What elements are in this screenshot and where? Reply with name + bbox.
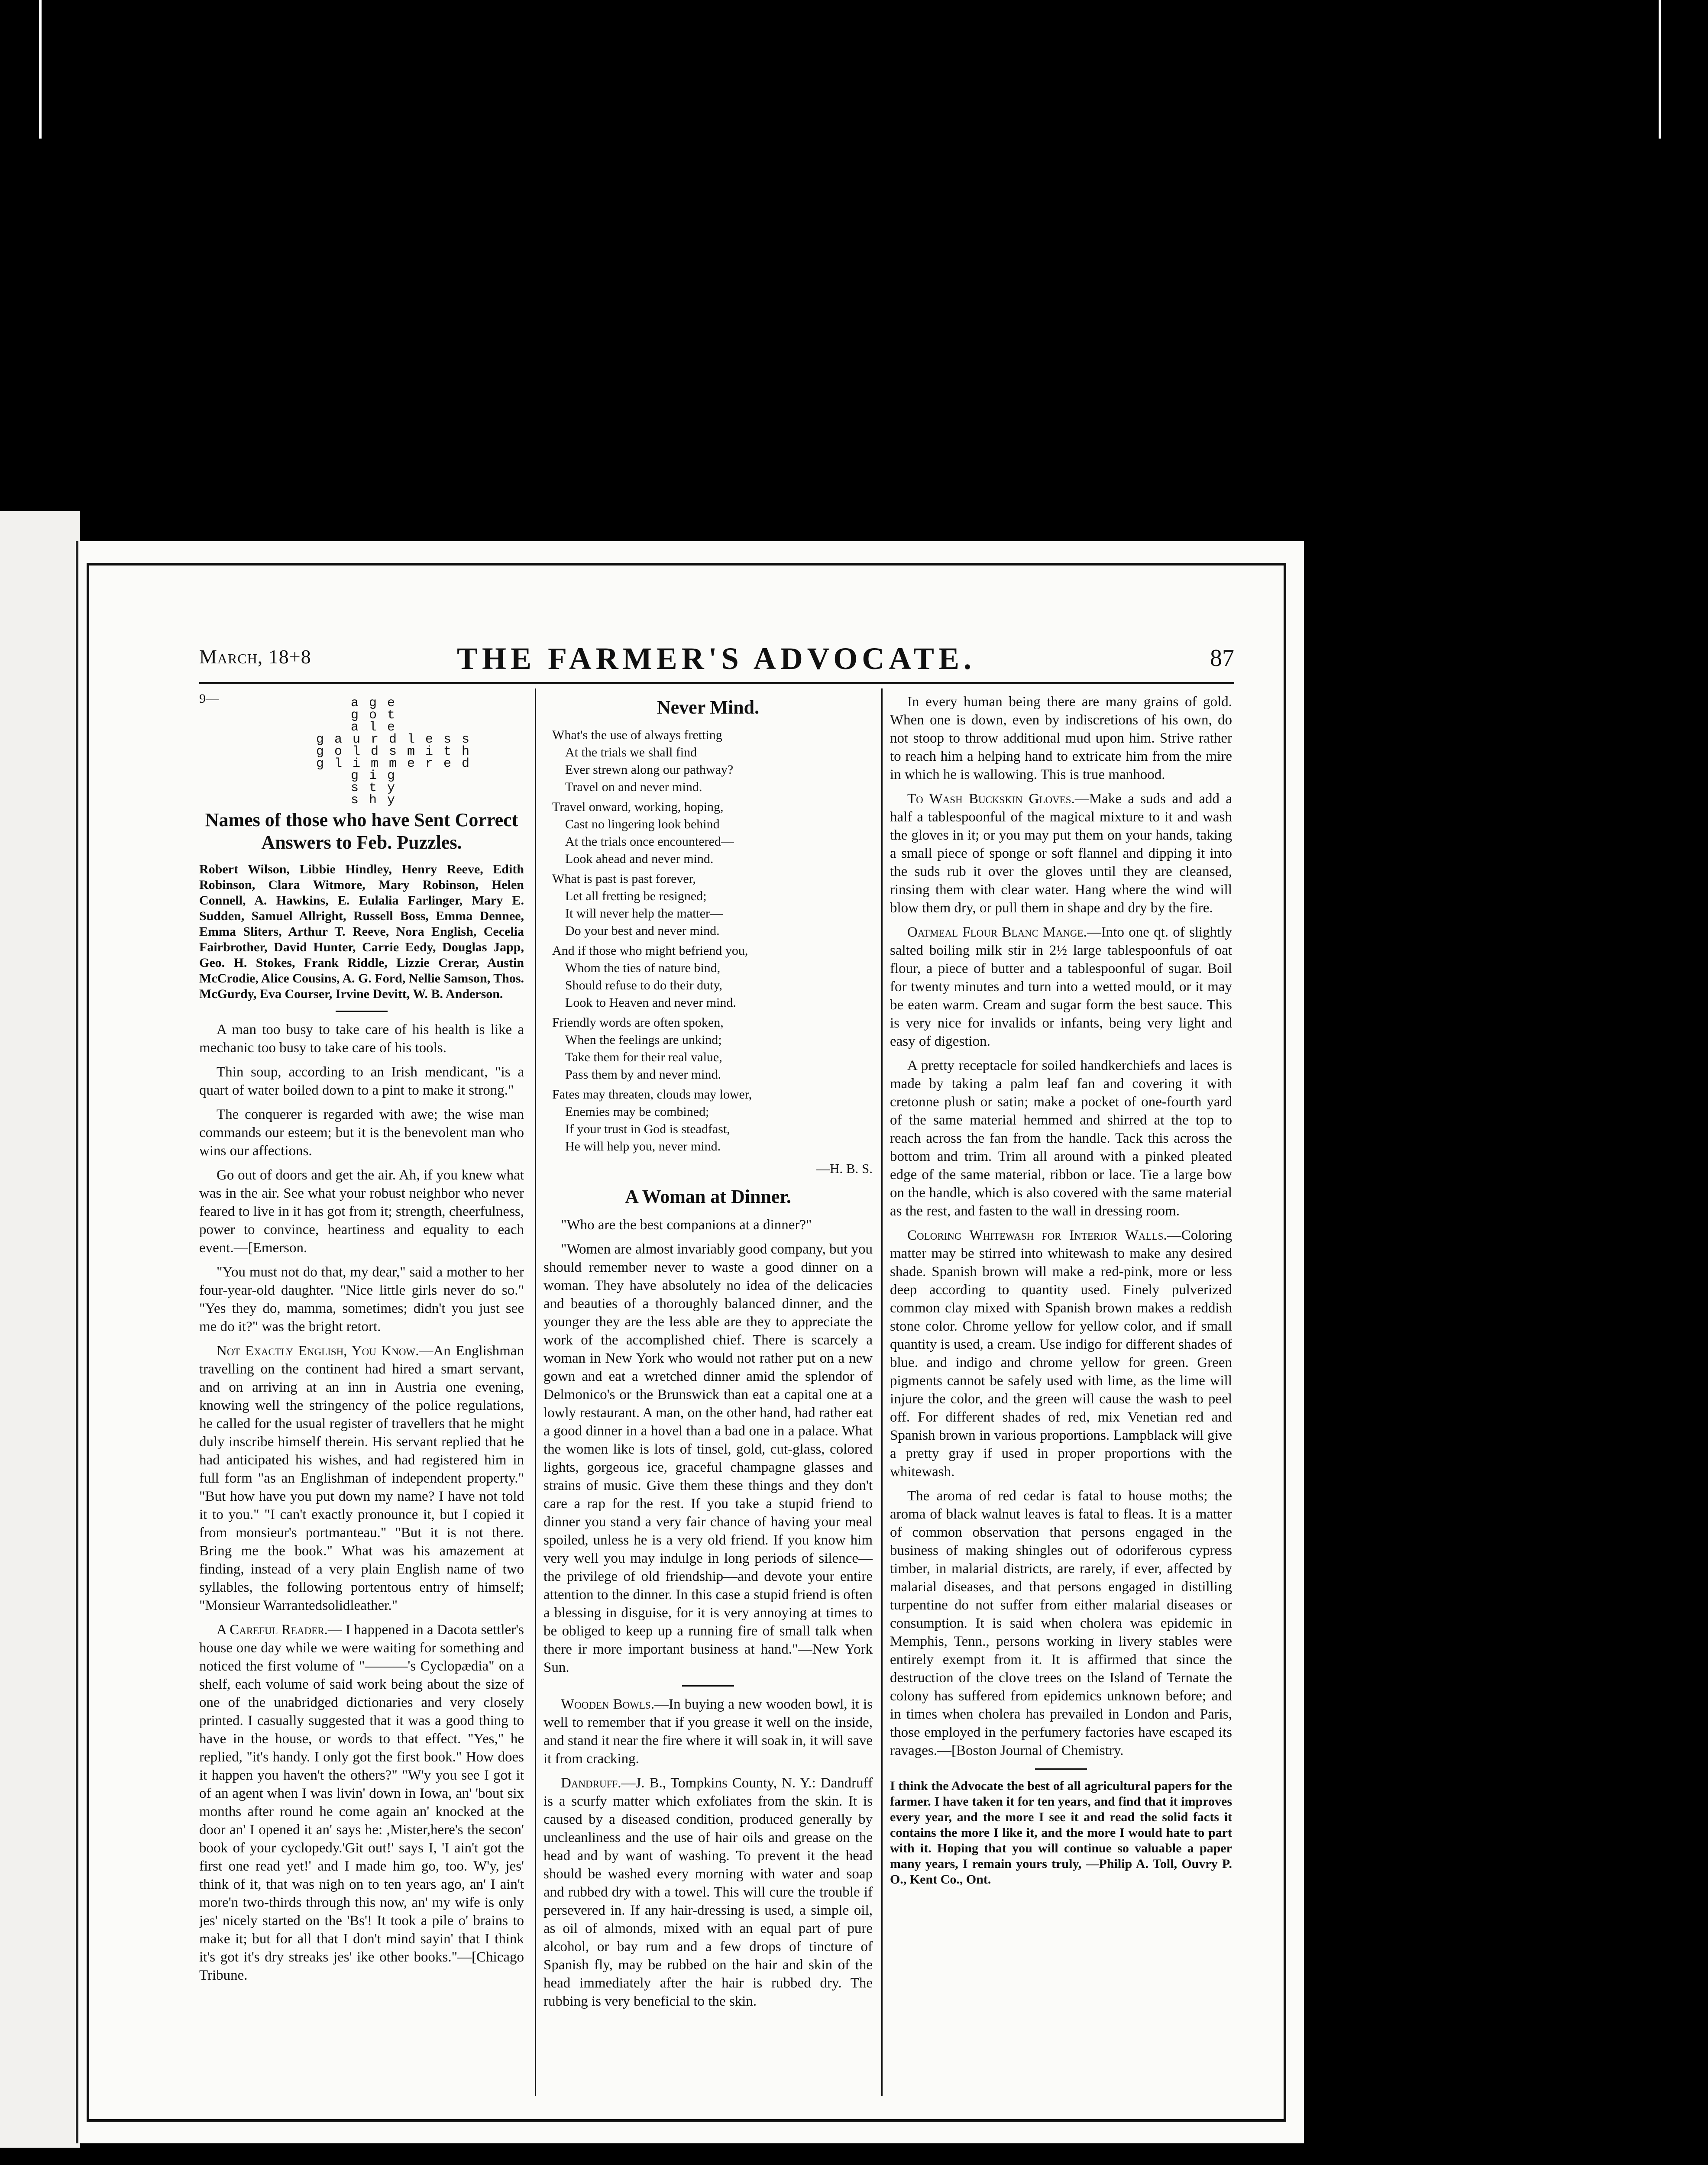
puzzle-row: g i g — [351, 769, 397, 783]
poem-line: Fates may threaten, clouds may lower, — [552, 1087, 752, 1102]
poem-line: Look ahead and never mind. — [565, 852, 714, 866]
article-body: —An Englishman travelling on the continent had hired a smart servant, and on arriving at an inn in Austria one evening, knowing well the stringency of the police regulations, he called for the usual register of travellers that he might duly inscribe himself therein. His servant replied that he had anticipated his wishes, and had registered him in full form "as an Englishman of independent property." "But how have you put down my name? I have not told it to you." "I can't exactly pronounce it, but I copied it from monsieur's portmanteau." "But it is not there. Bring me the book." What was his amazement at finding, instead of a very plain English name of two syllables, the following portentous entry of himself; "Monsieur Warrantedsolidleather." — [199, 1343, 524, 1613]
poem-line: Pass them by and never mind. — [565, 1067, 721, 1082]
article-title: A Careful Reader. — [217, 1622, 328, 1638]
poem-line: When the feelings are unkind; — [565, 1033, 722, 1047]
poem-line: What is past is past forever, — [552, 872, 696, 886]
poem-line: Cast no lingering look behind — [565, 817, 720, 831]
poem-line: Enemies may be combined; — [565, 1105, 709, 1119]
paragraph-not-exactly-english — [199, 1342, 524, 1615]
dinner-paragraph: "Who are the best companions at a dinner?" — [561, 1217, 812, 1233]
poem-line: Do your best and never mind. — [565, 924, 720, 938]
paragraph-blanc-mange — [890, 923, 1232, 1050]
poem-stanza — [543, 727, 873, 796]
dinner-paragraph: "Women are almost invariably good company, but you should remember never to waste a good dinner on a woman. They have absolutely no idea of the delicacies and beauties of a thoroughly balanced dinner, and the younger they are the less able are they to appreciate the work of the accomplished chief. There is scarcely a woman in New York who would not rather put on a new gown and eat a wretched dinner amid the splendor of Delmonico's or the Brunswick than eat a capital one at a lowly restaurant. A man, on the other hand, had rather eat a good dinner in a hovel than a bad one in a palace. What the women like is lots of tinsel, gold, cut-glass, colored lights, gorgeous ice, graceful champagne glasses and strains of music. Give them these things and they don't care a rap for the rest. If you take a stupid friend to dinner you stand a very fair chance of having your meal spoiled, unless he is a very old friend. If you know him very well you may indulge in long periods of silence—the privilege of old friendship—and devote your entire attention to the dinner. In this case a stupid friend is often a blessing in disguise, for it is very annoying at times to be obliged to keep up a running fire of small talk when there ir more important business at hand."—New York Sun. — [543, 1241, 873, 1675]
film-edge-mark — [39, 0, 42, 139]
section-divider — [336, 1011, 388, 1012]
section-divider — [682, 1685, 734, 1687]
section-divider — [1035, 1768, 1087, 1770]
puzzle-number: 9— — [199, 692, 219, 706]
article-title: Not Exactly English, You Know. — [217, 1343, 419, 1359]
poem-stanza — [543, 942, 873, 1011]
word-puzzle-answer — [199, 692, 524, 808]
paragraph-dandruff — [543, 1774, 873, 2010]
article-body: —Into one qt. of slightly salted boiling milk stir in 2½ large tablespoonfuls of oat flour, a piece of butter and a tablespoonful of sugar. Boil for twenty minutes and turn into a wetted mould, or it may be eaten warm. Cream and sugar form the best sauce. This is very nice for invalids or infants, being very light and easy of digestion. — [890, 924, 1232, 1049]
puzzle-row: g a u r d l e s s — [316, 732, 471, 747]
poem-line: Travel onward, working, hoping, — [552, 800, 724, 814]
poem-line: Take them for their real value, — [565, 1050, 722, 1064]
poem-stanza — [543, 870, 873, 940]
paragraph-conquerer: The conquerer is regarded with awe; the wise man commands our esteem; but it is the benevolent man who wins our affections. — [199, 1107, 524, 1159]
film-edge-mark — [1659, 0, 1661, 139]
poem-line: He will help you, never mind. — [565, 1139, 721, 1154]
column-divider — [881, 688, 883, 2096]
puzzle-row: s t y — [351, 781, 397, 795]
puzzle-row: s h y — [351, 793, 397, 808]
page-header — [199, 641, 1234, 680]
column-divider — [535, 688, 536, 2096]
paragraph-thin-soup: Thin soup, according to an Irish mendicant, "is a quart of water boiled down to a pint to make it strong." — [199, 1064, 524, 1098]
poem-title: Never Mind. — [657, 697, 760, 718]
puzzle-row: g l i m m e r e d — [316, 756, 471, 771]
facing-page-edge — [0, 511, 80, 2148]
article-title: Coloring Whitewash for Interior Walls. — [907, 1228, 1167, 1243]
paragraph-red-cedar: The aroma of red cedar is fatal to house moths; the aroma of black walnut leaves is fatal to fleas. It is a matter of common observation that persons engaged in the business of making shingles out of odoriferous cypress timber, in malarial districts, are rarely, if ever, affected by malarial diseases, and that persons engaged in distilling turpentine do not suffer from either malarial diseases or consumption. It is said when cholera was epidemic in Memphis, Tenn., persons working in livery stables were entirely exempt from it. It is affirmed that since the destruction of the clove trees on the Island of Ternate the colony has suffered from epidemics unknown before; and in times when cholera has prevailed in London and Paris, those employed in the perfumery factories have escaped its ravages.—[Boston Journal of Chemistry. — [890, 1488, 1232, 1758]
poem-stanza — [543, 1086, 873, 1155]
header-rule — [199, 682, 1234, 684]
puzzle-row: a l e — [351, 720, 397, 735]
puzzle-row: g o t — [351, 708, 397, 723]
poem-line: What's the use of always fretting — [552, 728, 722, 742]
reader-testimonial: I think the Advocate the best of all agricultural papers for the farmer. I have taken it for ten years, and find that it improves every year, and the more I see it and read the solid facts it contains the more I like it, and the more I would hate to part with it. Hoping that you will continue so valuable a paper many years, I remain yours truly, —Philip A. Toll, Ouvry P. O., Kent Co., Ont. — [890, 1779, 1232, 1887]
poem-stanza — [543, 1014, 873, 1083]
paragraph-whitewash — [890, 1226, 1232, 1481]
poem-line: Friendly words are often spoken, — [552, 1015, 724, 1030]
paragraph-emerson: Go out of doors and get the air. Ah, if you knew what was in the air. See what your robust neighbor who never feared to live in it has got from it; strength, cheerfulness, power to convince, heartiness and equality to each event.—[Emerson. — [199, 1167, 524, 1256]
column-1 — [199, 693, 524, 1991]
poem-line: At the trials we shall find — [565, 745, 697, 759]
paragraph-receptacle: A pretty receptacle for soiled handkerchiefs and laces is made by taking a palm leaf fan and covering it with cretonne plush or satin; make a pocket of one-fourth yard of the same material hemmed and shirred at the top to reach across the fan from the handle. Tack this across the bottom and trim. Trim all around with a pinked pleated edge of the same material, ribbon or lace. Tie a large bow on the handle, which is also covered with the same material as the rest, and fasten to the wall in dressing room. — [890, 1058, 1232, 1219]
poem-line: And if those who might befriend you, — [552, 944, 748, 958]
poem-line: It will never help the matter— — [565, 906, 723, 921]
article-title: Wooden Bowls. — [561, 1696, 655, 1712]
page-number: 87 — [1210, 645, 1234, 672]
column-2 — [543, 693, 873, 2016]
issue-date: March, 18+8 — [199, 646, 311, 668]
dinner-article-title: A Woman at Dinner. — [625, 1186, 791, 1207]
paragraph-wooden-bowls — [543, 1695, 873, 1768]
article-body: —Coloring matter may be stirred into whitewash to make any desired shade. Spanish brown will make a red-pink, more or less deep according to quantity used. Finely pulverized common clay mixed with Spanish brown makes a reddish stone color. Chrome yellow for yellow color, and if small quantity is used, a cream. Use indigo for different shades of blue. and indigo and chrome yellow for green. Green pigments cannot be safely used with lime, as the lime will injure the color, and the green will cause the wash to peel off. For different shades of red, mix Venetian red and Spanish brown in various proportions. Lampblack will give a pretty gray if used in proper proportions with the whitewash. — [890, 1228, 1232, 1480]
paragraph-careful-reader — [199, 1621, 524, 1984]
poem-line: Should refuse to do their duty, — [565, 978, 723, 992]
article-body: —J. B., Tompkins County, N. Y.: Dandruff is a scurfy matter which exfoliates from the skin. It is caused by a diseased condition, produced generally by uncleanliness and the use of hair oils and grease on the head and by want of washing. To prevent it the head should be washed every morning with water and soap and rubbed dry with a towel. This will cure the trouble if persevered in. If any hair-dressing is used, a simple oil, as oil of almonds, mixed with an equal part of pure alcohol, or bay rum and a few drops of tincture of Spanish fly, may be rubbed on the hair and skin of the head immediately after the hair is rubbed dry. The rubbing is very beneficial to the skin. — [543, 1775, 873, 2009]
paragraph-grains-of-gold: In every human being there are many grains of gold. When one is down, even by indiscretions of his own, do not stoop to throw additional mud upon him. Strive rather to reach him a helping hand to extricate him from the mire in which he is wallowing. This is true manhood. — [890, 694, 1232, 782]
poem-line: At the trials once encountered— — [565, 834, 734, 849]
article-title: Oatmeal Flour Blanc Mange. — [907, 924, 1087, 940]
puzzle-row: a g e — [351, 696, 397, 711]
article-body: —In buying a new wooden bowl, it is well to remember that if you grease it well on the inside, and stand it near the fire where it will soak in, it will save it from cracking. — [543, 1696, 873, 1767]
paragraph-buckskin-gloves — [890, 790, 1232, 917]
paragraph-busy-man: A man too busy to take care of his health is like a mechanic too busy to take care of his tools. — [199, 1022, 524, 1056]
article-body: — I happened in a Dacota settler's house one day while we were waiting for something and noticed the first volume of "———'s Cyclopædia" on a shelf, each volume of said work being about the size of one of the unabridged dictionaries and very closely printed. I casually suggested that it was a good thing to have in the house, or words to that effect. "Yes," he replied, "it's handy. I only got the first book." How does it happen you haven't the others?" "W'y you see I got it of an agent when I was livin' down in Iowa, an' 'bout six months after round he come again an' knocked at the door an' I opened it an' says he: ,Mister,here's the secon' book of your cyclopedy.'Git out!' says I, 'I ain't got the first one read yet!' and I made him go, too. W'y, jes' think of it, that was nigh on to ten years ago, an' I ain't more'n two-thirds through this now, an' my wife is only jes' nicely started on the 'Bs'! It took a pile o' brains to make it; but for all that I don't mind sayin' that I think it's got it's dry streaks jes' ike other books."—[Chicago Tribune. — [199, 1622, 524, 1983]
poem-line: Whom the ties of nature bind, — [565, 961, 721, 975]
names-heading: Names of those who have Sent Correct Answers to Feb. Puzzles. — [205, 809, 518, 853]
poem-line: Ever strewn along our pathway? — [565, 763, 734, 777]
poem-line: Travel on and never mind. — [565, 780, 702, 794]
names-list: Robert Wilson, Libbie Hindley, Henry Reeve, Edith Robinson, Clara Witmore, Mary Robinson, Helen Connell, A. Hawkins, E. Eulalia Farlinger, Mary E. Sudden, Samuel Allright, Russell Boss, Emma Dennee, Emma Sliters, Arthur T. Reeve, Nora English, Cecelia Fairbrother, David Hunter, Carrie Eedy, Douglas Japp, Geo. H. Stokes, Frank Riddle, Lizzie Crerar, Austin McCrodie, Alice Cousins, A. G. Ford, Nellie Samson, Thos. McGurdy, Eva Courser, Irvine Devitt, W. B. Anderson. — [199, 862, 524, 1001]
article-title: Dandruff. — [561, 1775, 621, 1791]
poem-line: Let all fretting be resigned; — [565, 889, 707, 903]
column-3 — [890, 693, 1232, 1887]
puzzle-row: g o l d s m i t h — [316, 744, 471, 759]
poem-stanza — [543, 798, 873, 868]
poem-line: Look to Heaven and never mind. — [565, 995, 736, 1010]
masthead-title: THE FARMER'S ADVOCATE. — [457, 641, 976, 676]
paragraph-little-girls: "You must not do that, my dear," said a mother to her four-year-old daughter. "Nice little girls never do so." "Yes they do, mamma, sometimes; didn't you just see me do it?" was the bright retort. — [199, 1264, 524, 1335]
article-body: —Make a suds and add a half a tablespoonful of the magical mixture to it and wash the gloves in it; or you may put them on your hands, taking a small piece of sponge or soft flannel and dipping it into the suds rub it over the gloves until they are cleansed, rinsing them with clear water. Hang where the wind will blow them dry, or pull them in shape and dry by the fire. — [890, 791, 1232, 916]
article-title: To Wash Buckskin Gloves. — [907, 791, 1075, 807]
poem-signature: —H. B. S. — [816, 1161, 873, 1176]
poem-line: If your trust in God is steadfast, — [565, 1122, 730, 1136]
